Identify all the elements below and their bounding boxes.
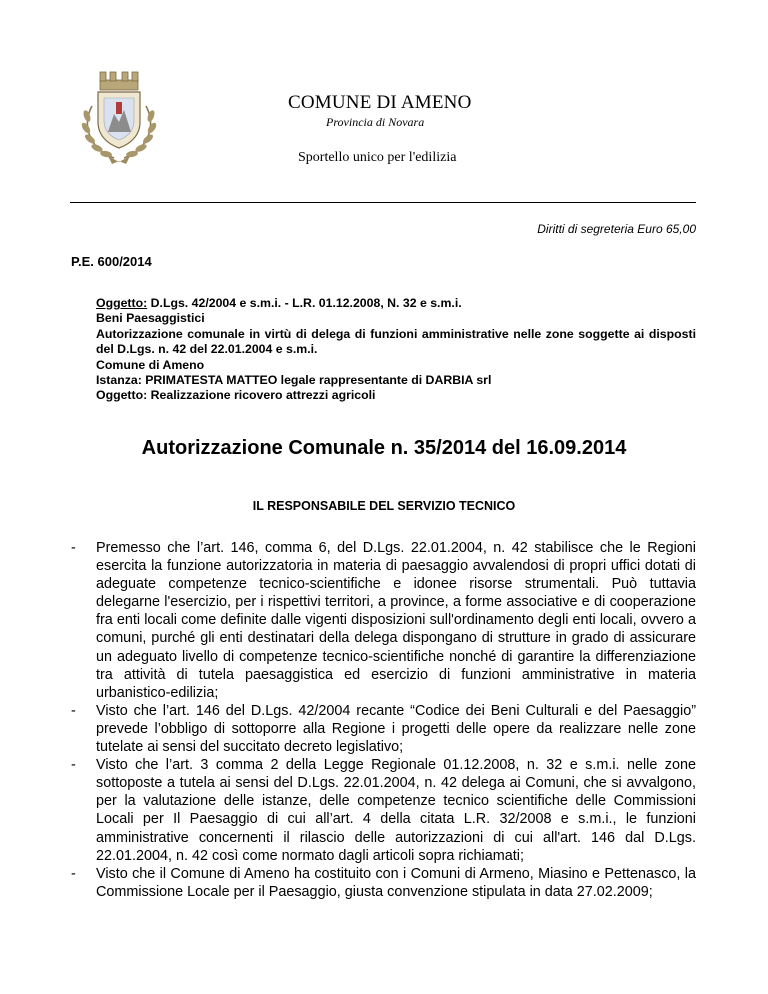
subject-line-2: Beni Paesaggistici [96, 311, 205, 326]
bullet-dash: - [71, 702, 76, 719]
list-item-text: Premesso che l’art. 146, comma 6, del D.Lgs. 22.01.2004, n. 42 stabilisce che le Regioni esercita la funzione autorizzatoria in materia di paesaggio avvalendosi di propri uffici dotati di adeguate competenze tecnico-scientifiche e idonee risorse strumentali. Può tuttavia delegarne l'esercizio, per i rispettivi territori, a province, a forme associative e di cooperazione fra enti locali come definite dalle vigenti disposizioni sull'ordinamento degli enti locali, ovvero a comuni, purché gli enti destinatari della delega dispongano di strutture in grado di assicurare un adeguato livello di competenze tecnico-scientifiche nonché di garantire la differenziazione tra attività di tutela paesaggistica ed esercizio di funzioni amministrative in materia urbanistico-edilizia; [96, 540, 696, 701]
responsible-title: IL RESPONSABILE DEL SERVIZIO TECNICO [252, 499, 516, 513]
subject-line-6: Oggetto: Realizzazione ricovero attrezzi agricoli [96, 388, 376, 403]
province-subtitle: Provincia di Novara [326, 115, 425, 129]
subject-line-4: Comune di Ameno [96, 357, 205, 372]
list-item [71, 702, 696, 756]
subject-law-reference: D.Lgs. 42/2004 e s.m.i. - L.R. 01.12.2008, N. 32 e s.m.i. [147, 296, 462, 310]
subject-line-5: Istanza: PRIMATESTA MATTEO legale rappresentante di DARBIA srl [96, 373, 492, 388]
header-divider [70, 202, 696, 203]
authorization-title: Autorizzazione Comunale n. 35/2014 del 16.09.2014 [141, 437, 627, 459]
practice-number: P.E. 600/2014 [71, 254, 152, 269]
list-item [71, 756, 696, 865]
municipality-title: COMUNE DI AMENO [288, 92, 472, 113]
list-item-text: Visto che il Comune di Ameno ha costituito con i Comuni di Armeno, Miasino e Pettenasco, la Commissione Locale per il Paesaggio, giusta convenzione stipulata in data 27.02.2009; [96, 865, 696, 900]
subject-label: Oggetto: [96, 296, 148, 310]
list-item [71, 865, 696, 901]
bullet-dash: - [71, 757, 76, 774]
fee-note: Diritti di segreteria Euro 65,00 [537, 222, 696, 236]
bullet-dash: - [71, 540, 76, 556]
subject-line-1 [96, 296, 696, 311]
subject-block [96, 296, 696, 404]
office-name: Sportello unico per l'edilizia [298, 150, 457, 165]
list-item-text: Visto che l’art. 146 del D.Lgs. 42/2004 recante “Codice dei Beni Culturali e del Paesaggio” prevede l’obbligo di sottoporre alla Regione i progetti delle opere da realizzare nelle zone tutelate ai sensi del succitato decreto legislativo; [96, 702, 696, 756]
subject-line-3: Autorizzazione comunale in virtù di delega di funzioni amministrative nelle zone soggette ai disposti del D.Lgs. n. 42 del 22.01.2004 e s.m.i. [96, 326, 696, 357]
municipal-crest-icon [78, 66, 160, 166]
premises-list [71, 539, 696, 901]
list-item [71, 539, 696, 702]
bullet-dash: - [71, 865, 76, 882]
list-item-text: Visto che l’art. 3 comma 2 della Legge Regionale 01.12.2008, n. 32 e s.m.i. nelle zone sottoposte a tutela ai sensi del D.Lgs. 22.01.2004, n. 42 delega ai Comuni, che si avvalgono, per la valutazione delle istanze, delle competenze tecnico scientifiche delle Commissioni Locali per Il Paesaggio di cui all’art. 4 della citata L.R. 32/2008 e s.m.i., le funzioni amministrative concernenti il rilascio delle autorizzazioni di cui all'art. 146 dal D.Lgs. 22.01.2004, n. 42 così come normato dagli articoli sopra richiamati; [96, 757, 696, 864]
